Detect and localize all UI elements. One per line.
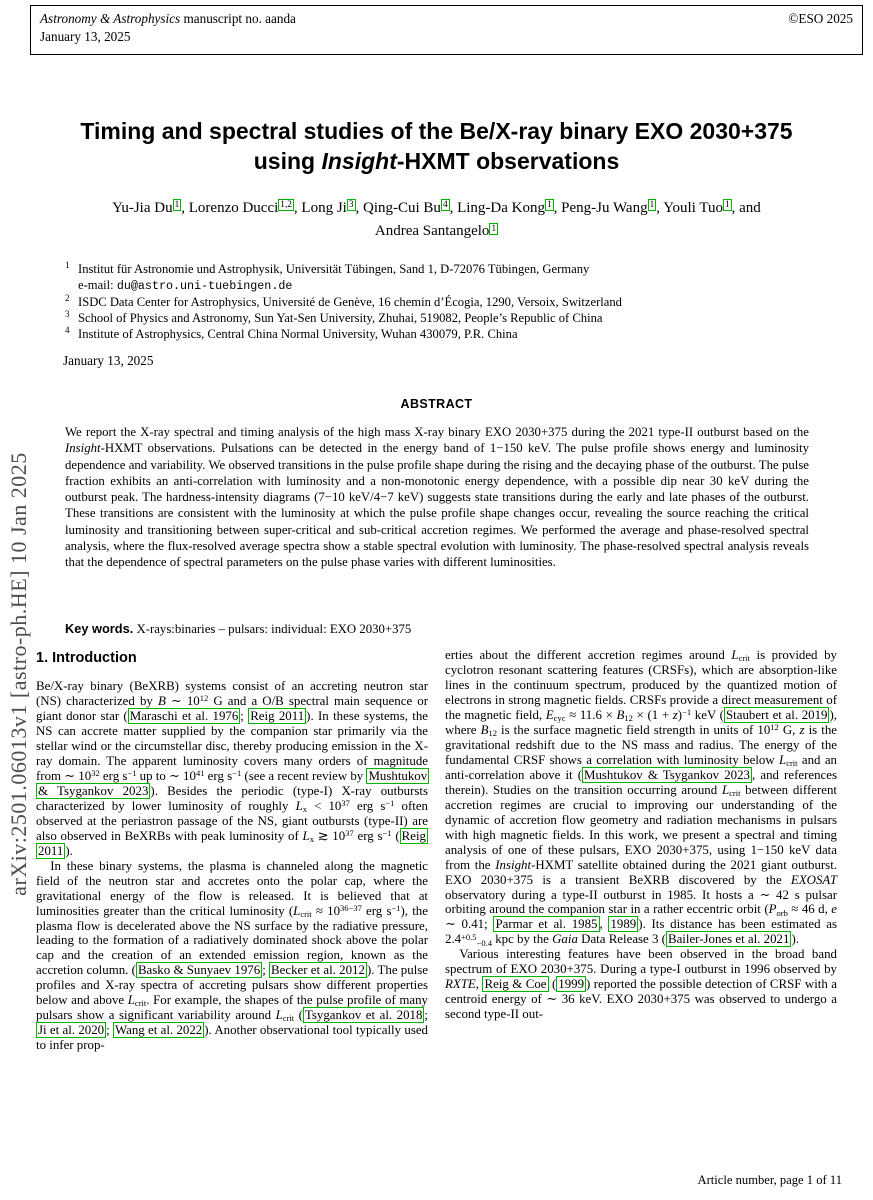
citation-link[interactable]: 1 [174, 200, 180, 211]
citation-link[interactable]: Mushtukov & Tsygankov 2023 [38, 768, 428, 798]
text-run: Be/X-ray binary (BeXRB) systems consist of an accreting neutron star (NS) characterized by [36, 679, 428, 708]
text-run: 12 [488, 727, 497, 738]
author-line2 [40, 220, 833, 243]
text-run: Institut für Astronomie und Astrophysik, Universität Tübingen, Sand 1, D-72076 Tübingen, Germany [78, 262, 590, 276]
text-run: ), where [445, 707, 837, 737]
citation-link[interactable]: 1 [547, 200, 552, 211]
text-run: L [721, 782, 730, 797]
text-run: . For example, the shapes of the pulse profile of many pulsars show a significant variability around [36, 993, 428, 1023]
text-run: -HXMT observations. Pulsations can be detected in the energy band of 1−150 keV. The pulse profile shows energy and luminosity dependence and variability. We observed transitions in the pulse profile shape during the rising and the decaying phase of the outburst. The pulse fraction exhibits an anti-correlation with luminosity and a non-monotonic energy dependence, with a possible dip near 30 keV during the outburst peak. The hardness-intensity diagrams (7−10 keV/4−7 keV) suggests state transitions during the early and late phases of the outburst. These transitions are consistent with the luminosity at which the pulse profile shape changes occur, revealing the source reaching the critical luminosity and transitioning between super-critical and sub-critical accretion regimes. We performed the average and phase-resolved spectral analysis, where the flux-resolved average spectra show a stable spectral evolution with luminosity. The phase-resolved spectral analysis reveals that the dependence of spectral parameters on the pulse phase varies with different luminosities. [65, 441, 809, 569]
affiliation-number: 3 [65, 309, 70, 320]
text-run: E [545, 707, 554, 722]
citation-link[interactable]: Maraschi et al. 1976 [129, 708, 239, 723]
text-run: (see a recent review by [241, 768, 367, 783]
paper-title-line1 [30, 116, 843, 146]
two-column-body [36, 648, 837, 1053]
text-run: Andrea Santangelo [374, 223, 490, 240]
text-run: L [302, 828, 310, 843]
text-run: is the gravitational redshift due to the NS mass and radius. The energy of the fundamental CRSF shows a correlation with luminosity below [445, 722, 837, 767]
text-run: crit [729, 787, 741, 798]
text-run: 12 [624, 713, 633, 723]
text-run: Insight [495, 857, 532, 872]
text-run: ( [391, 828, 400, 843]
text-run: x [309, 833, 314, 844]
keywords-line [65, 621, 809, 637]
citation-link[interactable]: Becker et al. 2012 [271, 963, 365, 978]
text-run: between different accretion regimes are crucial to improving our understanding of the dynamic of accretion flow geometry and radiation mechanisms in pulsars with high magnetic fields. In this work, we present a spectral and timing analysis of one of these pulsars, EXO 2030+375, using 1−150 keV data from the [445, 782, 837, 872]
text-run: ; [262, 963, 270, 978]
citation-link[interactable]: Ji et al. 2020 [38, 1023, 105, 1038]
page-footer: Article number, page 1 of 11 [697, 1173, 842, 1187]
text-run: ≈ 10 [311, 903, 341, 918]
affiliation-text [78, 327, 518, 341]
text-run: observatory during a type-II outburst in 1985. It hosts a ∼ 42 s pulsar orbiting around the companion star in a rather eccentric orbit ( [445, 887, 837, 917]
text-run: Data Release 3 ( [577, 932, 666, 947]
text-run: G and a O/B spectral main sequence or giant donor star ( [36, 693, 429, 723]
affiliation-item [63, 294, 811, 310]
text-run: erg s [99, 768, 128, 783]
citation-link[interactable]: Parmar et al. 1985 [495, 917, 598, 932]
affiliation-item [63, 310, 811, 326]
text-run: ). [791, 932, 799, 947]
manuscript-title-line [40, 10, 296, 28]
submission-date: January 13, 2025 [63, 353, 154, 368]
keywords-label: Key words. [65, 621, 134, 636]
text-run: is the surface magnetic field strength in units of 10 [496, 722, 771, 737]
citation-link[interactable]: 1999 [558, 977, 585, 992]
citation-link[interactable]: 1,2 [280, 200, 292, 211]
text-run: 37 [345, 827, 354, 838]
text-run: crit [786, 757, 798, 768]
text-run: ), the plasma flow is decelerated above the NS surface by the radiative pressure, leading to the formation of a radiatively dominated shock above the polar cap and the creation of an extended emission region, known as the accretion column. ( [36, 903, 428, 978]
citation-link[interactable]: Reig 2011 [250, 708, 305, 723]
text-run: crit [300, 908, 312, 919]
text-run: Institute of Astrophysics, Central China Normal University, Wuhan 430079, P.R. China [78, 327, 518, 342]
affiliation-text [78, 295, 622, 309]
citation-link[interactable]: Bailer-Jones et al. 2021 [667, 932, 790, 947]
text-run: ∼ 0.41; [445, 917, 494, 932]
text-run: L [295, 798, 303, 813]
text-run: -HXMT satellite obtained during the 2021 giant outburst. EXO 2030+375 is a transient BeXRB discovered by the [445, 857, 837, 887]
text-run: keV ( [691, 707, 724, 722]
paragraph [445, 947, 837, 1022]
text-run: Astronomy & Astrophysics [40, 11, 181, 26]
text-run: ; [424, 1008, 428, 1023]
paragraph [36, 859, 428, 1054]
text-run: , Youli Tuo [656, 200, 723, 216]
eso-copyright: ©ESO 2025 [788, 11, 853, 26]
text-run: , Ling-Da Kong [449, 200, 545, 216]
affiliation-text [78, 311, 602, 325]
text-run: , Qing-Cui Bu [355, 200, 441, 216]
citation-link[interactable]: 1 [491, 223, 497, 234]
right-column [445, 648, 837, 1053]
text-run: ≈ 11.6 × [565, 707, 617, 722]
text-run: -HXMT observations [396, 148, 620, 175]
text-run: B [616, 707, 625, 722]
text-run: erties about the different accretion regimes around [445, 648, 732, 662]
author-line1 [40, 197, 833, 220]
text-run: is provided by cyclotron resonant scattering features (CRSFs), which are absorption-like lines in the continuum spectrum, produced by the quantized motion of electrons in strong magnetic fields. CRSFs provide a direct measurement of the magnetic field, [445, 648, 837, 722]
text-run: ≳ 10 [313, 828, 346, 843]
text-run: e-mail: [78, 278, 117, 293]
text-run: , Long Ji [293, 200, 347, 216]
paper-title [30, 116, 843, 177]
affiliation-number: 4 [65, 325, 70, 336]
citation-link[interactable]: Reig 2011 [38, 828, 426, 858]
manuscript-header-box [30, 5, 863, 55]
text-run: −1 [385, 797, 395, 808]
text-run: , and [731, 200, 761, 216]
text-run: 12 [770, 722, 779, 733]
section-heading-introduction: 1. Introduction [36, 650, 137, 666]
text-run: 12 [199, 693, 209, 704]
text-run: P [768, 902, 777, 917]
text-run: often observed at the periastron passage of the NS, giant outbursts (type-II) are also observed in BeXRBs with peak luminosity of [36, 798, 429, 843]
text-run: −1 [682, 707, 692, 718]
text-run: erg s [361, 903, 392, 918]
text-run: ). [65, 843, 73, 858]
text-run: up to ∼ 10 [136, 768, 196, 783]
text-run: erg s [349, 798, 386, 813]
text-run: 32 [91, 767, 100, 778]
text-run: , Lorenzo Ducci [181, 200, 279, 216]
text-run: 36−37 [340, 902, 362, 913]
text-run: ) reported the possible detection of CRSF with a centroid energy of ∼ 36 keV. EXO 2030+375 was observed to undergo a second type-II out- [445, 977, 837, 1022]
text-run: −1 [232, 767, 242, 778]
text-run: Various interesting features have been observed in the broad band spectrum of EXO 2030+375. During a type-I outburst in 1996 observed by [445, 947, 837, 977]
text-run: B [157, 693, 166, 708]
paragraph [445, 648, 837, 947]
text-run: orb [776, 907, 788, 918]
text-run: L [293, 903, 301, 918]
text-run: L [779, 752, 787, 767]
left-column [36, 648, 428, 1053]
text-run: −0.4 [476, 937, 492, 948]
text-run: Timing and spectral studies of the Be/X-ray binary EXO 2030+375 [80, 118, 793, 144]
paragraph [36, 679, 428, 859]
text-run: z [672, 707, 678, 722]
text-run: ). In these systems, the NS can accrete matter supplied by the companion star primarily via the stellar wind or the circumstellar disc, thereby producing emission in the X-ray domain. The apparent luminosity covers many orders of magnitude from ∼ 10 [36, 708, 428, 783]
text-run: Insight [65, 441, 101, 456]
text-run: −1 [382, 827, 392, 838]
affiliation-item [63, 261, 811, 294]
text-run: x [302, 803, 307, 814]
text-run: School of Physics and Astronomy, Sun Yat-Sen University, Zhuhai, 519082, People’s Republic of China [78, 311, 603, 326]
text-run: ∼ 10 [165, 693, 200, 708]
text-run: cyc [553, 713, 566, 723]
text-run: ). Besides the periodic (type-I) X-ray outbursts characterized by lower luminosity of roughly [36, 783, 429, 813]
citation-link[interactable]: Staubert et al. 2019 [725, 707, 828, 722]
text-run: X-rays:binaries – pulsars: individual: EXO 2030+375 [133, 622, 412, 636]
text-run: , [599, 917, 609, 932]
citation-link[interactable]: Wang et al. 2022 [115, 1023, 203, 1038]
text-run: erg s [353, 828, 383, 843]
text-run: ). Another observational tool typically used to infer prop- [36, 1023, 429, 1053]
text-run: × (1 + [632, 707, 673, 722]
abstract-text [65, 424, 809, 570]
citation-link[interactable]: 4 [442, 200, 448, 211]
text-run: ). Its distance has been estimated as 2.4 [445, 917, 837, 947]
text-run: ISDC Data Center for Astrophysics, Université de Genève, 16 chemin d’Écogia, 1290, Versoix, Switzerland [78, 295, 622, 310]
text-run: crit [134, 998, 147, 1009]
text-run: 37 [341, 797, 350, 808]
affiliation-number: 1 [65, 260, 70, 270]
text-run: L [731, 648, 739, 662]
text-run: using [253, 148, 322, 175]
citation-link[interactable]: 1 [649, 200, 655, 211]
text-run: +0.5 [461, 931, 477, 942]
text-run: crit [738, 653, 750, 664]
text-run: , Peng-Ju Wang [553, 200, 648, 216]
text-run: 41 [195, 767, 205, 778]
text-run: e [831, 902, 837, 917]
text-run: ≈ 46 d, [787, 902, 832, 917]
text-run: ( [548, 977, 557, 992]
text-run: ) [677, 707, 683, 722]
text-run: ( [294, 1008, 303, 1023]
citation-link[interactable]: Tsygankov et al. 2018 [304, 1008, 423, 1023]
text-run: ; [240, 708, 249, 723]
citation-link[interactable]: 1989 [610, 917, 637, 932]
arxiv-watermark: arXiv:2501.06013v1 [astro-ph.HE] 10 Jan 2025 [6, 452, 31, 896]
text-run: RXTE [445, 977, 476, 992]
citation-link[interactable]: 3 [348, 200, 354, 211]
text-run: EXOSAT [790, 872, 837, 887]
text-run: ; [106, 1023, 113, 1038]
text-run: kpc by the [491, 932, 553, 947]
text-run: and an anti-correlation above it ( [445, 752, 837, 782]
citation-link[interactable]: 1 [724, 200, 730, 211]
affiliation-text [78, 262, 589, 292]
affiliation-number: 2 [65, 293, 70, 304]
text-run: erg s [204, 768, 233, 783]
text-run: , [475, 977, 483, 992]
manuscript-date-line: January 13, 2025 [40, 29, 131, 45]
text-run: We report the X-ray spectral and timing analysis of the high mass X-ray binary EXO 2030+375 during the 2021 type-II outburst based on the [65, 425, 809, 439]
manuscript-info [40, 10, 296, 47]
text-run: −1 [127, 767, 137, 778]
text-run: crit [282, 1013, 295, 1024]
text-run: L [275, 1008, 283, 1023]
text-run: B [480, 722, 489, 737]
text-run: du@astro.uni-tuebingen.de [116, 279, 293, 294]
text-run: Gaia [552, 932, 578, 947]
text-run: Insight [321, 148, 397, 175]
text-run: z [799, 722, 805, 737]
paper-title-line2 [30, 146, 843, 176]
text-run: , and references therein). Studies on the transition occurring around [445, 767, 838, 797]
text-run: manuscript no. aanda [180, 11, 296, 26]
text-run: < 10 [307, 798, 342, 813]
text-run: In these binary systems, the plasma is channeled along the magnetic field of the neutron star and accretes onto the polar cap, where the gravitational energy of the flow is released. It is believed that at luminosities greater than the critical luminosity ( [36, 858, 428, 918]
affiliation-item [63, 326, 811, 342]
abstract-heading: ABSTRACT [400, 397, 473, 411]
text-run: Yu-Jia Du [112, 200, 173, 216]
author-list [40, 197, 833, 244]
citation-link[interactable]: Basko & Sunyaev 1976 [137, 963, 261, 978]
keywords-text [133, 622, 411, 636]
citation-link[interactable]: Mushtukov & Tsygankov 2023 [584, 767, 751, 782]
text-run: ). The pulse profiles and X-ray spectra of accreting pulsars show different properties below and above [36, 963, 429, 1008]
affiliation-list [63, 261, 811, 342]
citation-link[interactable]: Reig & Coe [484, 977, 547, 992]
text-run: L [127, 993, 135, 1008]
text-run: −1 [391, 902, 401, 913]
text-run: G, [778, 722, 800, 737]
